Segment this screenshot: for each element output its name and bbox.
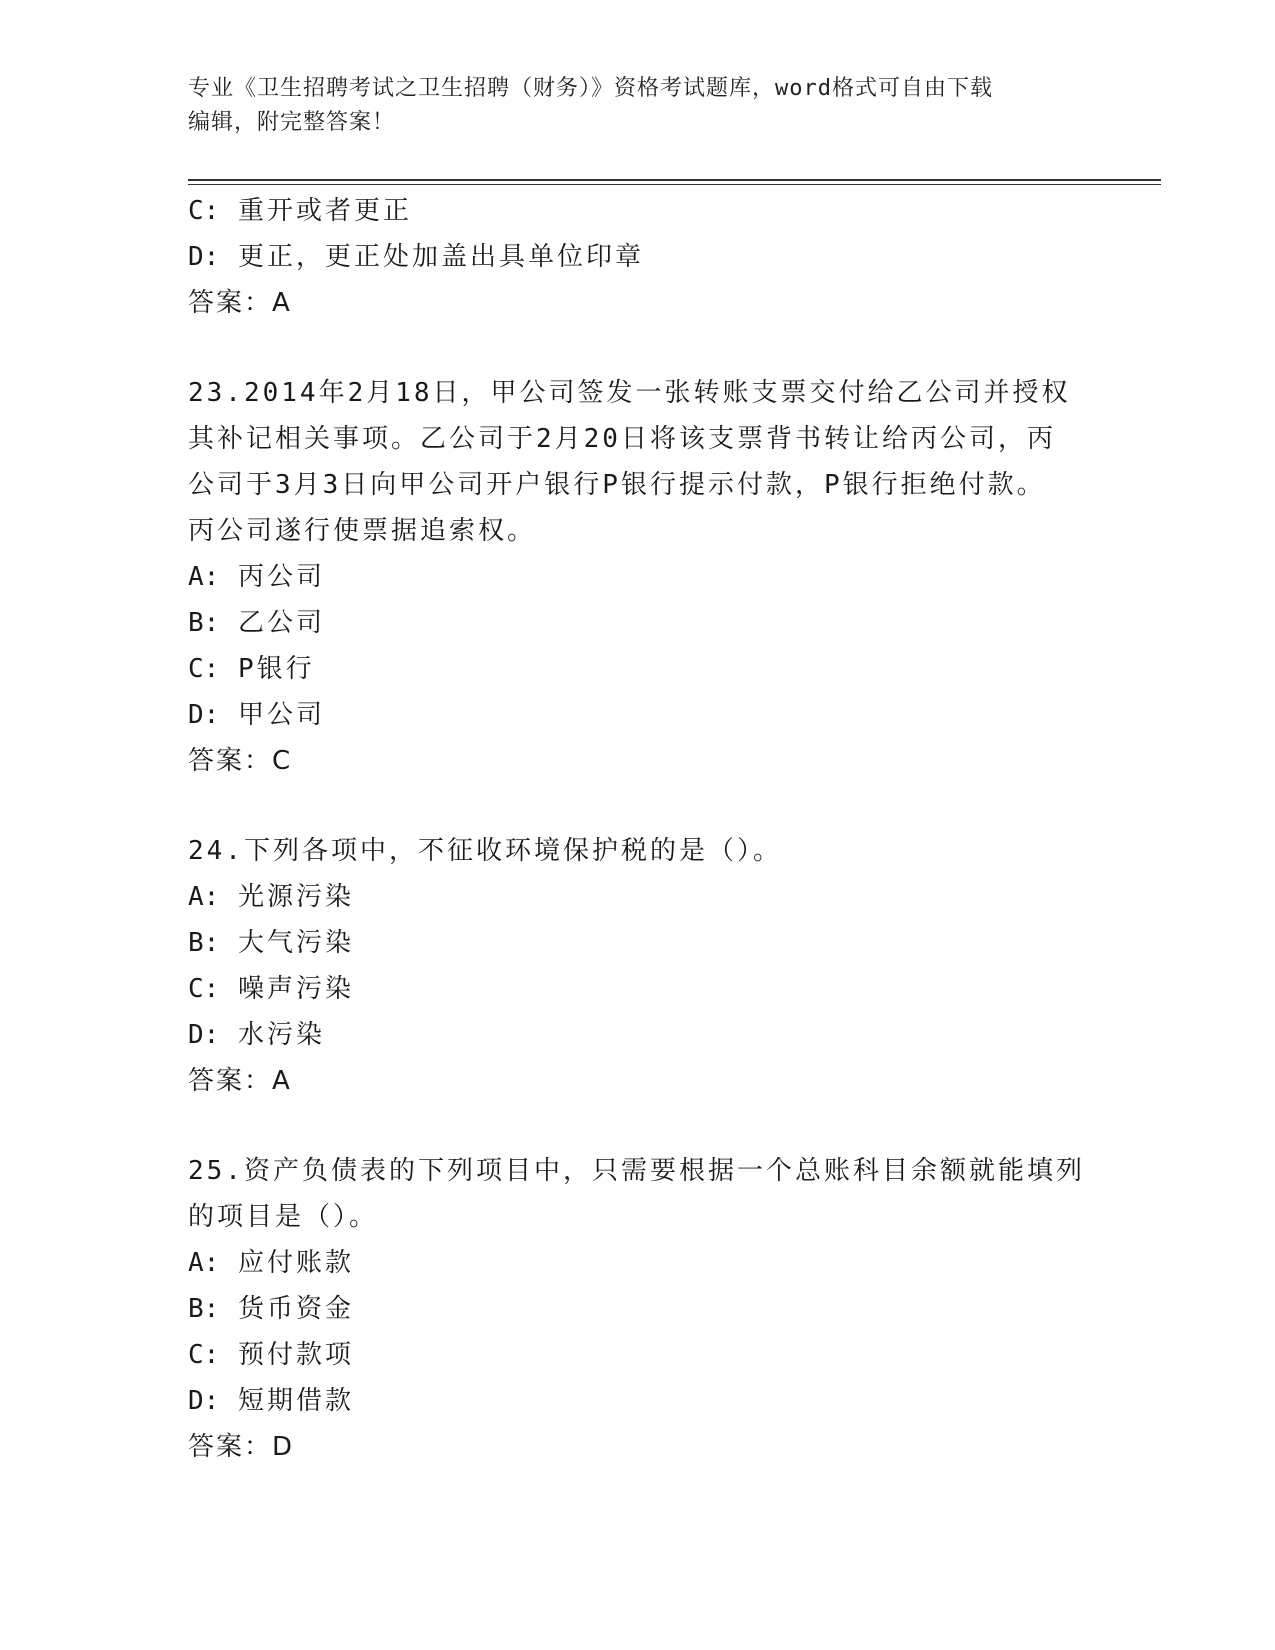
header-line-2: 编辑，附完整答案！ (188, 110, 396, 135)
question-text-line: 丙公司遂行使票据追索权。 (188, 516, 537, 546)
question-text-line: 23.2014年2月18日，甲公司签发一张转账支票交付给乙公司并授权 (188, 378, 1071, 408)
header-line-1: 专业《卫生招聘考试之卫生招聘（财务）》资格考试题库，word格式可自由下载 (188, 76, 993, 101)
question-text-line: 其补记相关事项。乙公司于2月20日将该支票背书转让给丙公司，丙 (188, 424, 1056, 454)
option-b: B: 大气污染 (188, 928, 354, 958)
option-b: B: 货币资金 (188, 1294, 354, 1324)
question-24 (188, 828, 1088, 1104)
option-d: D: 水污染 (188, 1020, 325, 1050)
answer-line: 答案：A (188, 288, 292, 318)
question-23 (188, 370, 1088, 784)
option-a: A: 应付账款 (188, 1248, 354, 1278)
header-divider-thick (188, 179, 1161, 181)
carryover-block (188, 188, 1088, 326)
question-text-line: 25.资产负债表的下列项目中，只需要根据一个总账科目余额就能填列 (188, 1156, 1085, 1186)
answer-line: 答案：D (188, 1432, 295, 1462)
question-text-line: 24.下列各项中，不征收环境保护税的是（）。 (188, 836, 782, 866)
option-c: C: 噪声污染 (188, 974, 354, 1004)
question-content (188, 188, 1088, 1470)
question-text-line: 公司于3月3日向甲公司开户银行P银行提示付款，P银行拒绝付款。 (188, 470, 1046, 500)
option-d: D: 甲公司 (188, 700, 325, 730)
document-header (188, 72, 1088, 140)
option-d: D: 更正，更正处加盖出具单位印章 (188, 242, 644, 272)
option-c: C: P银行 (188, 654, 315, 684)
option-a: A: 光源污染 (188, 882, 354, 912)
answer-line: 答案：A (188, 1066, 292, 1096)
question-25 (188, 1148, 1088, 1470)
option-c: C: 重开或者更正 (188, 196, 412, 226)
header-divider-thin (188, 184, 1161, 185)
answer-line: 答案：C (188, 746, 293, 776)
option-b: B: 乙公司 (188, 608, 325, 638)
option-d: D: 短期借款 (188, 1386, 354, 1416)
option-c: C: 预付款项 (188, 1340, 354, 1370)
question-text-line: 的项目是（）。 (188, 1202, 379, 1232)
option-a: A: 丙公司 (188, 562, 325, 592)
